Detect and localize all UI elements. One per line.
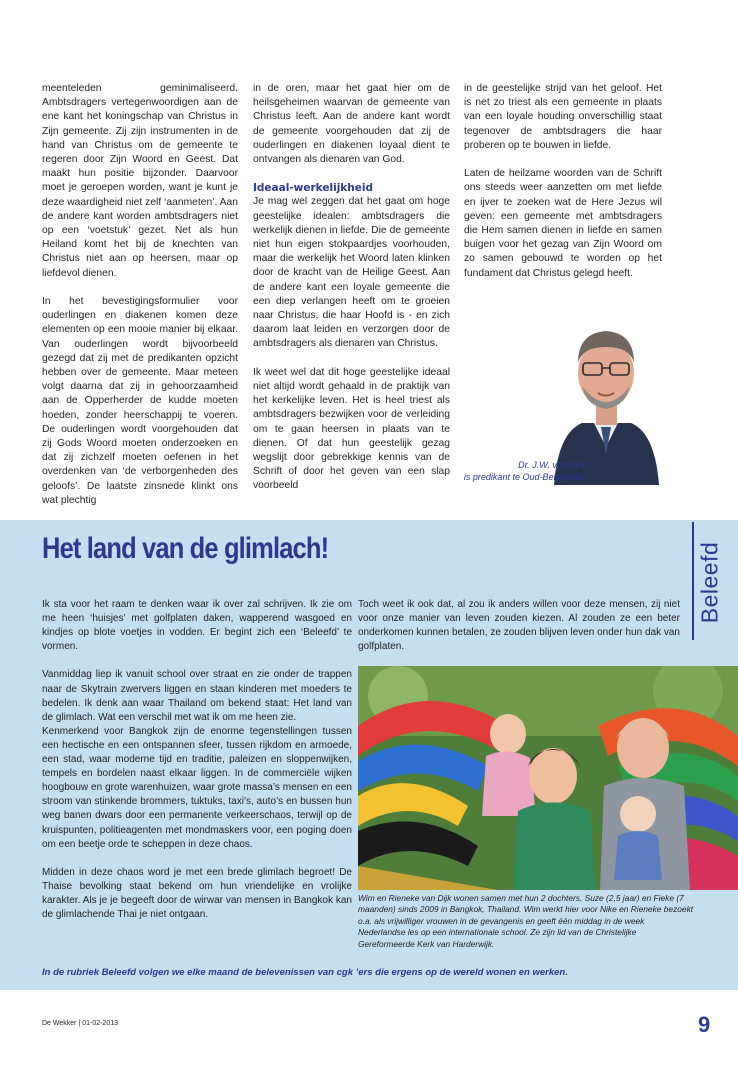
paragraph: In het bevestigingsformulier voor ouderlingen en diakenen komen deze elementen op een mooie manier bij elkaar. Van ouderlingen wordt bijvoorbeeld gezegd dat zij met de predikanten opzicht hebben over de gemeente. Maar meteen volgt daarna dat zij in gehoorzaamheid aan de Opperherder de kudde moeten hoeden, zonder heerschappij te voeren. De ouderlingen wordt voorgehouden dat zij Gods Woord moeten onderzoeken en dat zij zichzelf moeten oefenen in het overdenken van ‘de verborgenheden des geloofs’. De laatste zinsnede klinkt ons wat plechtig [42,296,238,506]
article-column-3 [464,82,662,295]
publication-info: De Wekker | 01-02-2013 [42,1020,119,1027]
paragraph: Kenmerkend voor Bangkok zijn de enorme tegenstellingen tussen een hectische en een ontspannen sfeer, tussen rijkdom en armoede, een stad, waar moderne tijd en traditie, paleizen en sloppenwijken, tempels en bordelen naast elkaar liggen. In de commerciële wijken hoogbouw en grote warenhuizen, waar grote massa’s mensen en een stroom van stinkende brommers, tuktuks, taxi’s, auto’s en bussen hun weg banen dwars door een permanente verkeerschaos, terwijl op de kruispunten, politieagenten met mondmaskers voor, een poging doen om een beetje orde te scheppen in deze chaos. [42,725,352,850]
article-title: Het land van de glimlach! [42,532,329,565]
section-tab-label: Beleefd [696,541,723,623]
paragraph: Toch weet ik ook dat, al zou ik anders willen voor deze mensen, zij niet voor onze manier van leven zouden kiezen. Al zouden ze een beter onderkomen kunnen betalen, ze zouden blijven leven onder hun dak van golfplaten. [358,599,680,653]
subheading: Ideaal-werkelijkheid [253,182,373,195]
paragraph: Ik weet wel dat dit hoge geestelijke ideaal niet altijd wordt gehaald in de praktijk van het kerkelijke leven. Het is heel triest als ambtsdragers bezwijken voor de verleiding om te gaan heersen in plaats van te dienen. Of dat hun geestelijk gezag wegslijt door gebrekkige kennis van de Schrift of door het geven van een slap voorbeeld [253,366,450,492]
photo-caption: Wim en Rieneke van Dijk wonen samen met hun 2 dochters, Suze (2,5 jaar) en Fieke (7 maanden) sinds 2009 in Bangkok, Thailand. Wim werkt hier voor Nike en Rieneke bezoekt o.a. als vrijwilliger vrouwen in de gevangenis en geeft één middag in de week Nederlandse les op een internationale school. Ze zijn lid van de Christelijke Gereformeerde Kerk van Harderwijk. [358,893,694,949]
paragraph: in de geestelijke strijd van het geloof. Het is net zo triest als een gemeente in plaats van een loyale houding onverschillig staat tegenover de ambtsdragers die haar proberen op te bouwen in liefde. [464,83,662,151]
paragraph: Je mag wel zeggen dat het gaat om hoge geestelijke idealen: ambtsdragers die werkelijk dienen in liefde. Die de gemeente niet hun eigen stokpaardjes voorhouden, maar die werkelijk het Woord laten klinken door de kracht van de Heilige Geest. Aan de andere kant een loyale gemeente die een diep verlangen heeft om te groeien naar Christus, die haar Hoofd is - en zich daarom laat leiden en verzorgen door de ambtsdragers als dienaren van Christus. [253,196,450,350]
author-portrait [552,305,661,485]
paragraph: Vanmiddag liep ik vanuit school over straat en zie onder de trappen naar de Skytrain zwervers liggen en staan kinderen met moeders te bedelen. Ik denk aan waar Thailand om bekend staat: Het land van de glimlach. Wat een verschil met wat ik om me heen zie. [42,669,352,723]
paragraph: Ik sta voor het raam te denken waar ik over zal schrijven. Ik zie om me heen ‘huisjes’ met golfplaten daken, wapperend wasgoed en kindjes op blote voetjes in vodden. Er begint zich een ‘Beleefd’ te vormen. [42,599,352,653]
author-role: is predikant te Oud-Beijerland. [463,471,585,482]
article-column-2 [253,82,450,508]
section-tab [690,532,730,632]
article-column-right [358,598,680,668]
paragraph: Laten de heilzame woorden van de Schrift ons steeds weer aanzetten om met liefde en ijver te zoeken wat de Here Jezus wil geven: een gemeente met ambtsdragers die Hem samen dienen in liefde en samen buigen voor het gezag van Zijn Woord om zo samen gebouwd te worden op het fundament dat Christus gelegd heeft. [464,168,662,279]
author-name: Dr. J.W. van Pelt [518,460,585,470]
paragraph: Midden in deze chaos word je met een brede glimlach begroet! De Thaise bevolking staat bekend om hun vriendelijke en vrolijke karakter. Als je je begeeft door de wirwar van mensen in Bangkok kan de glimlachende Thai je niet ontgaan. [42,866,352,921]
paragraph: meenteleden geminimaliseerd. Ambtsdragers vertegenwoordigen aan de ene kant het koningschap van Christus in Zijn gemeente. Zij zijn instrumenten in de hand van Christus om de gemeente te regeren door Zijn Woord en Geest. Dat maakt hun positie bijzonder. Daarvoor moet je geroepen worden, want je kunt je deze waardigheid niet zelf ‘aanmeten’. Aan de andere kant worden ambtsdragers niet op een ‘voetstuk’ gezet. Net als hun Heiland komt het bij de knechten van Christus niet aan op heersen, maar op liefdevol dienen. [42,83,238,279]
family-photo [358,666,738,890]
rubric-note: In de rubriek Beleefd volgen we elke maand de belevenissen van cgk ’ers die ergens op de wereld wonen en werken. [42,967,568,978]
article-column-left [42,598,352,936]
page-number: 9 [698,1012,711,1037]
paragraph: in de oren, maar het gaat hier om de heilsgeheimen waarvan de gemeente van Christus leeft. Aan de andere kant wordt de gemeente voorgehouden dat zij de ouderlingen en diakenen loyaal dient te ontvangen als dienaren van God. [253,83,450,166]
author-byline [420,460,585,483]
article-column-1 [42,82,238,522]
